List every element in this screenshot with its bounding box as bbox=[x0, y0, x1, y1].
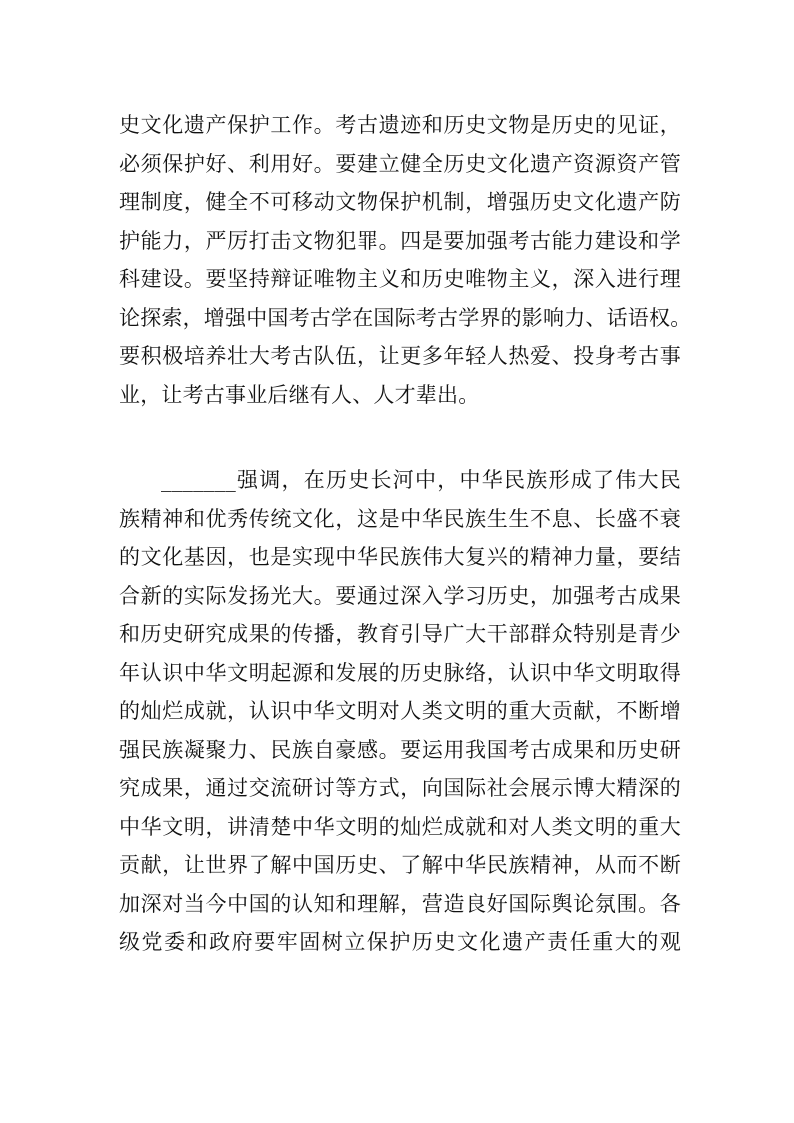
paragraph-line: 强民族凝聚力、民族自豪感。要运用我国考古成果和历史研 bbox=[119, 737, 681, 762]
paragraph-line: 中华文明，讲清楚中华文明的灿烂成就和对人类文明的重大 bbox=[119, 814, 681, 839]
paragraph-line: 的文化基因，也是实现中华民族伟大复兴的精神力量，要结 bbox=[119, 545, 681, 569]
paragraph-line: 究成果，通过交流研讨等方式，向国际社会展示博大精深的 bbox=[119, 776, 681, 800]
paragraph-line: 史文化遗产保护工作。考古遗迹和历史文物是历史的见证， bbox=[119, 113, 681, 137]
paragraph-line: 加深对当今中国的认知和理解，营造良好国际舆论氛围。各 bbox=[119, 891, 681, 916]
paragraph-line: 科建设。要坚持辩证唯物主义和历史唯物主义，深入进行理 bbox=[119, 267, 681, 291]
paragraph-2 bbox=[119, 461, 681, 962]
paragraph-line: 的灿烂成就，认识中华文明对人类文明的重大贡献，不断增 bbox=[119, 699, 681, 723]
paragraph-line: 护能力，严厉打击文物犯罪。四是要加强考古能力建设和学 bbox=[119, 228, 681, 253]
paragraph-line: 必须保护好、利用好。要建立健全历史文化遗产资源资产管 bbox=[119, 151, 681, 176]
paragraph-line: 合新的实际发扬光大。要通过深入学习历史，加强考古成果 bbox=[119, 583, 681, 608]
paragraph-line: 族精神和优秀传统文化，这是中华民族生生不息、长盛不衰 bbox=[119, 506, 681, 531]
paragraph-line: 业，让考古事业后继有人、人才辈出。 bbox=[119, 382, 480, 407]
paragraph-line: 贡献，让世界了解中国历史、了解中华民族精神，从而不断 bbox=[119, 853, 681, 877]
paragraph-line: 要积极培养壮大考古队伍，让更多年轻人热爱、投身考古事 bbox=[119, 344, 681, 368]
paragraph-line: 理制度，健全不可移动文物保护机制，增强历史文化遗产防 bbox=[119, 190, 681, 214]
paragraph-line: 论探索，增强中国考古学在国际考古学界的影响力、话语权。 bbox=[119, 305, 692, 330]
paragraph-line: 年认识中华文明起源和发展的历史脉络，认识中华文明取得 bbox=[119, 660, 681, 685]
paragraph-1 bbox=[119, 106, 692, 414]
paragraph-line: _______强调，在历史长河中，中华民族形成了伟大民 bbox=[161, 468, 681, 492]
paragraph-line: 级党委和政府要牢固树立保护历史文化遗产责任重大的观 bbox=[119, 930, 681, 954]
paragraph-line: 和历史研究成果的传播，教育引导广大干部群众特别是青少 bbox=[119, 622, 681, 646]
